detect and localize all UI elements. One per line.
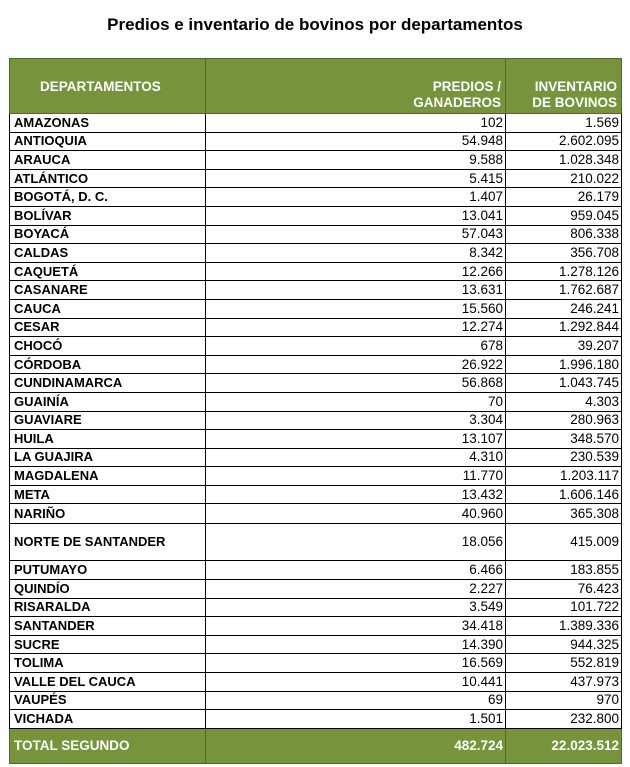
inventario-cell: 1.762.687 [506, 281, 622, 300]
departments-table [9, 58, 622, 764]
department-cell: CASANARE [10, 281, 206, 300]
inventario-cell: 959.045 [506, 206, 622, 225]
department-cell: ANTIOQUIA [10, 132, 206, 151]
department-cell: GUAVIARE [10, 411, 206, 430]
inventario-cell: 365.308 [506, 504, 622, 524]
inventario-cell: 246.241 [506, 299, 622, 318]
inventario-cell: 183.855 [506, 561, 622, 580]
header-inventario-line2: DE BOVINOS [532, 95, 617, 110]
total-inventario: 22.023.512 [506, 728, 622, 763]
department-cell: ATLÁNTICO [10, 169, 206, 188]
table-row [10, 448, 622, 467]
table-row [10, 411, 622, 430]
table-row [10, 132, 622, 151]
predios-cell: 14.390 [206, 635, 506, 654]
department-cell: LA GUAJIRA [10, 448, 206, 467]
department-cell: NARIÑO [10, 504, 206, 524]
department-cell: VAUPÉS [10, 691, 206, 710]
department-cell: AMAZONAS [10, 114, 206, 133]
table-row [10, 467, 622, 486]
department-cell: BOGOTÁ, D. C. [10, 188, 206, 207]
table-row [10, 598, 622, 617]
predios-cell: 13.432 [206, 485, 506, 504]
department-cell: CAUCA [10, 299, 206, 318]
header-predios-line1: PREDIOS / [432, 79, 501, 94]
predios-cell: 3.304 [206, 411, 506, 430]
department-cell: SANTANDER [10, 617, 206, 636]
department-cell: CHOCÓ [10, 337, 206, 356]
total-row [10, 728, 622, 763]
predios-cell: 26.922 [206, 355, 506, 374]
predios-cell: 70 [206, 392, 506, 411]
predios-cell: 13.631 [206, 281, 506, 300]
inventario-cell: 552.819 [506, 654, 622, 673]
table-row [10, 691, 622, 710]
predios-cell: 12.266 [206, 262, 506, 281]
department-cell: GUAINÍA [10, 392, 206, 411]
total-label: TOTAL SEGUNDO [10, 728, 206, 763]
table-row [10, 430, 622, 449]
predios-cell: 102 [206, 114, 506, 133]
table-row [10, 617, 622, 636]
department-cell: NORTE DE SANTANDER [10, 524, 206, 561]
table-row [10, 355, 622, 374]
table-row [10, 318, 622, 337]
department-cell: CÓRDOBA [10, 355, 206, 374]
department-cell: ARAUCA [10, 151, 206, 170]
predios-cell: 3.549 [206, 598, 506, 617]
inventario-cell: 356.708 [506, 244, 622, 263]
predios-cell: 12.274 [206, 318, 506, 337]
table-row [10, 188, 622, 207]
inventario-cell: 1.028.348 [506, 151, 622, 170]
table-row [10, 374, 622, 393]
department-cell: CAQUETÁ [10, 262, 206, 281]
predios-cell: 34.418 [206, 617, 506, 636]
department-cell: CALDAS [10, 244, 206, 263]
header-predios [206, 59, 506, 114]
predios-cell: 40.960 [206, 504, 506, 524]
table-row [10, 673, 622, 692]
inventario-cell: 26.179 [506, 188, 622, 207]
page-title: Predios e inventario de bovinos por departamentos [107, 15, 523, 34]
inventario-cell: 101.722 [506, 598, 622, 617]
predios-cell: 4.310 [206, 448, 506, 467]
table-body [10, 114, 622, 729]
predios-cell: 6.466 [206, 561, 506, 580]
table-row [10, 299, 622, 318]
inventario-cell: 1.278.126 [506, 262, 622, 281]
inventario-cell: 1.203.117 [506, 467, 622, 486]
table-row [10, 169, 622, 188]
inventario-cell: 2.602.095 [506, 132, 622, 151]
inventario-cell: 76.423 [506, 580, 622, 599]
header-inventario-line1: INVENTARIO [534, 79, 617, 94]
department-cell: RISARALDA [10, 598, 206, 617]
predios-cell: 56.868 [206, 374, 506, 393]
department-cell: HUILA [10, 430, 206, 449]
department-cell: VALLE DEL CAUCA [10, 673, 206, 692]
table-row [10, 580, 622, 599]
predios-cell: 11.770 [206, 467, 506, 486]
table-row [10, 504, 622, 524]
inventario-cell: 1.606.146 [506, 485, 622, 504]
inventario-cell: 1.996.180 [506, 355, 622, 374]
department-cell: TOLIMA [10, 654, 206, 673]
predios-cell: 13.041 [206, 206, 506, 225]
inventario-cell: 1.043.745 [506, 374, 622, 393]
predios-cell: 8.342 [206, 244, 506, 263]
predios-cell: 2.227 [206, 580, 506, 599]
predios-cell: 5.415 [206, 169, 506, 188]
table-row [10, 244, 622, 263]
predios-cell: 678 [206, 337, 506, 356]
predios-cell: 9.588 [206, 151, 506, 170]
inventario-cell: 4.303 [506, 392, 622, 411]
predios-cell: 1.501 [206, 710, 506, 729]
table-row [10, 392, 622, 411]
table-row [10, 337, 622, 356]
inventario-cell: 230.539 [506, 448, 622, 467]
table-row [10, 114, 622, 133]
inventario-cell: 1.389.336 [506, 617, 622, 636]
predios-cell: 15.560 [206, 299, 506, 318]
predios-cell: 18.056 [206, 524, 506, 561]
inventario-cell: 970 [506, 691, 622, 710]
inventario-cell: 437.973 [506, 673, 622, 692]
inventario-cell: 280.963 [506, 411, 622, 430]
inventario-cell: 806.338 [506, 225, 622, 244]
table-row [10, 262, 622, 281]
table-row [10, 654, 622, 673]
department-cell: PUTUMAYO [10, 561, 206, 580]
table-row [10, 635, 622, 654]
table-row [10, 281, 622, 300]
inventario-cell: 944.325 [506, 635, 622, 654]
table-header-row [10, 59, 622, 114]
department-cell: CESAR [10, 318, 206, 337]
department-cell: BOYACÁ [10, 225, 206, 244]
inventario-cell: 39.207 [506, 337, 622, 356]
table-row [10, 710, 622, 729]
inventario-cell: 1.292.844 [506, 318, 622, 337]
department-cell: SUCRE [10, 635, 206, 654]
department-cell: QUINDÍO [10, 580, 206, 599]
total-predios: 482.724 [206, 728, 506, 763]
inventario-cell: 232.800 [506, 710, 622, 729]
table-row [10, 225, 622, 244]
table-row [10, 206, 622, 225]
predios-cell: 54.948 [206, 132, 506, 151]
table-row [10, 561, 622, 580]
predios-cell: 1.407 [206, 188, 506, 207]
department-cell: MAGDALENA [10, 467, 206, 486]
header-inventario [506, 59, 622, 114]
header-predios-line2: GANADEROS [413, 95, 501, 110]
header-departamentos: DEPARTAMENTOS [10, 59, 206, 114]
inventario-cell: 1.569 [506, 114, 622, 133]
predios-cell: 69 [206, 691, 506, 710]
table-row [10, 151, 622, 170]
inventario-cell: 348.570 [506, 430, 622, 449]
predios-cell: 13.107 [206, 430, 506, 449]
predios-cell: 57.043 [206, 225, 506, 244]
inventario-cell: 415.009 [506, 524, 622, 561]
department-cell: META [10, 485, 206, 504]
table-row [10, 524, 622, 561]
predios-cell: 16.569 [206, 654, 506, 673]
table-row [10, 485, 622, 504]
department-cell: VICHADA [10, 710, 206, 729]
predios-cell: 10.441 [206, 673, 506, 692]
department-cell: BOLÍVAR [10, 206, 206, 225]
department-cell: CUNDINAMARCA [10, 374, 206, 393]
inventario-cell: 210.022 [506, 169, 622, 188]
